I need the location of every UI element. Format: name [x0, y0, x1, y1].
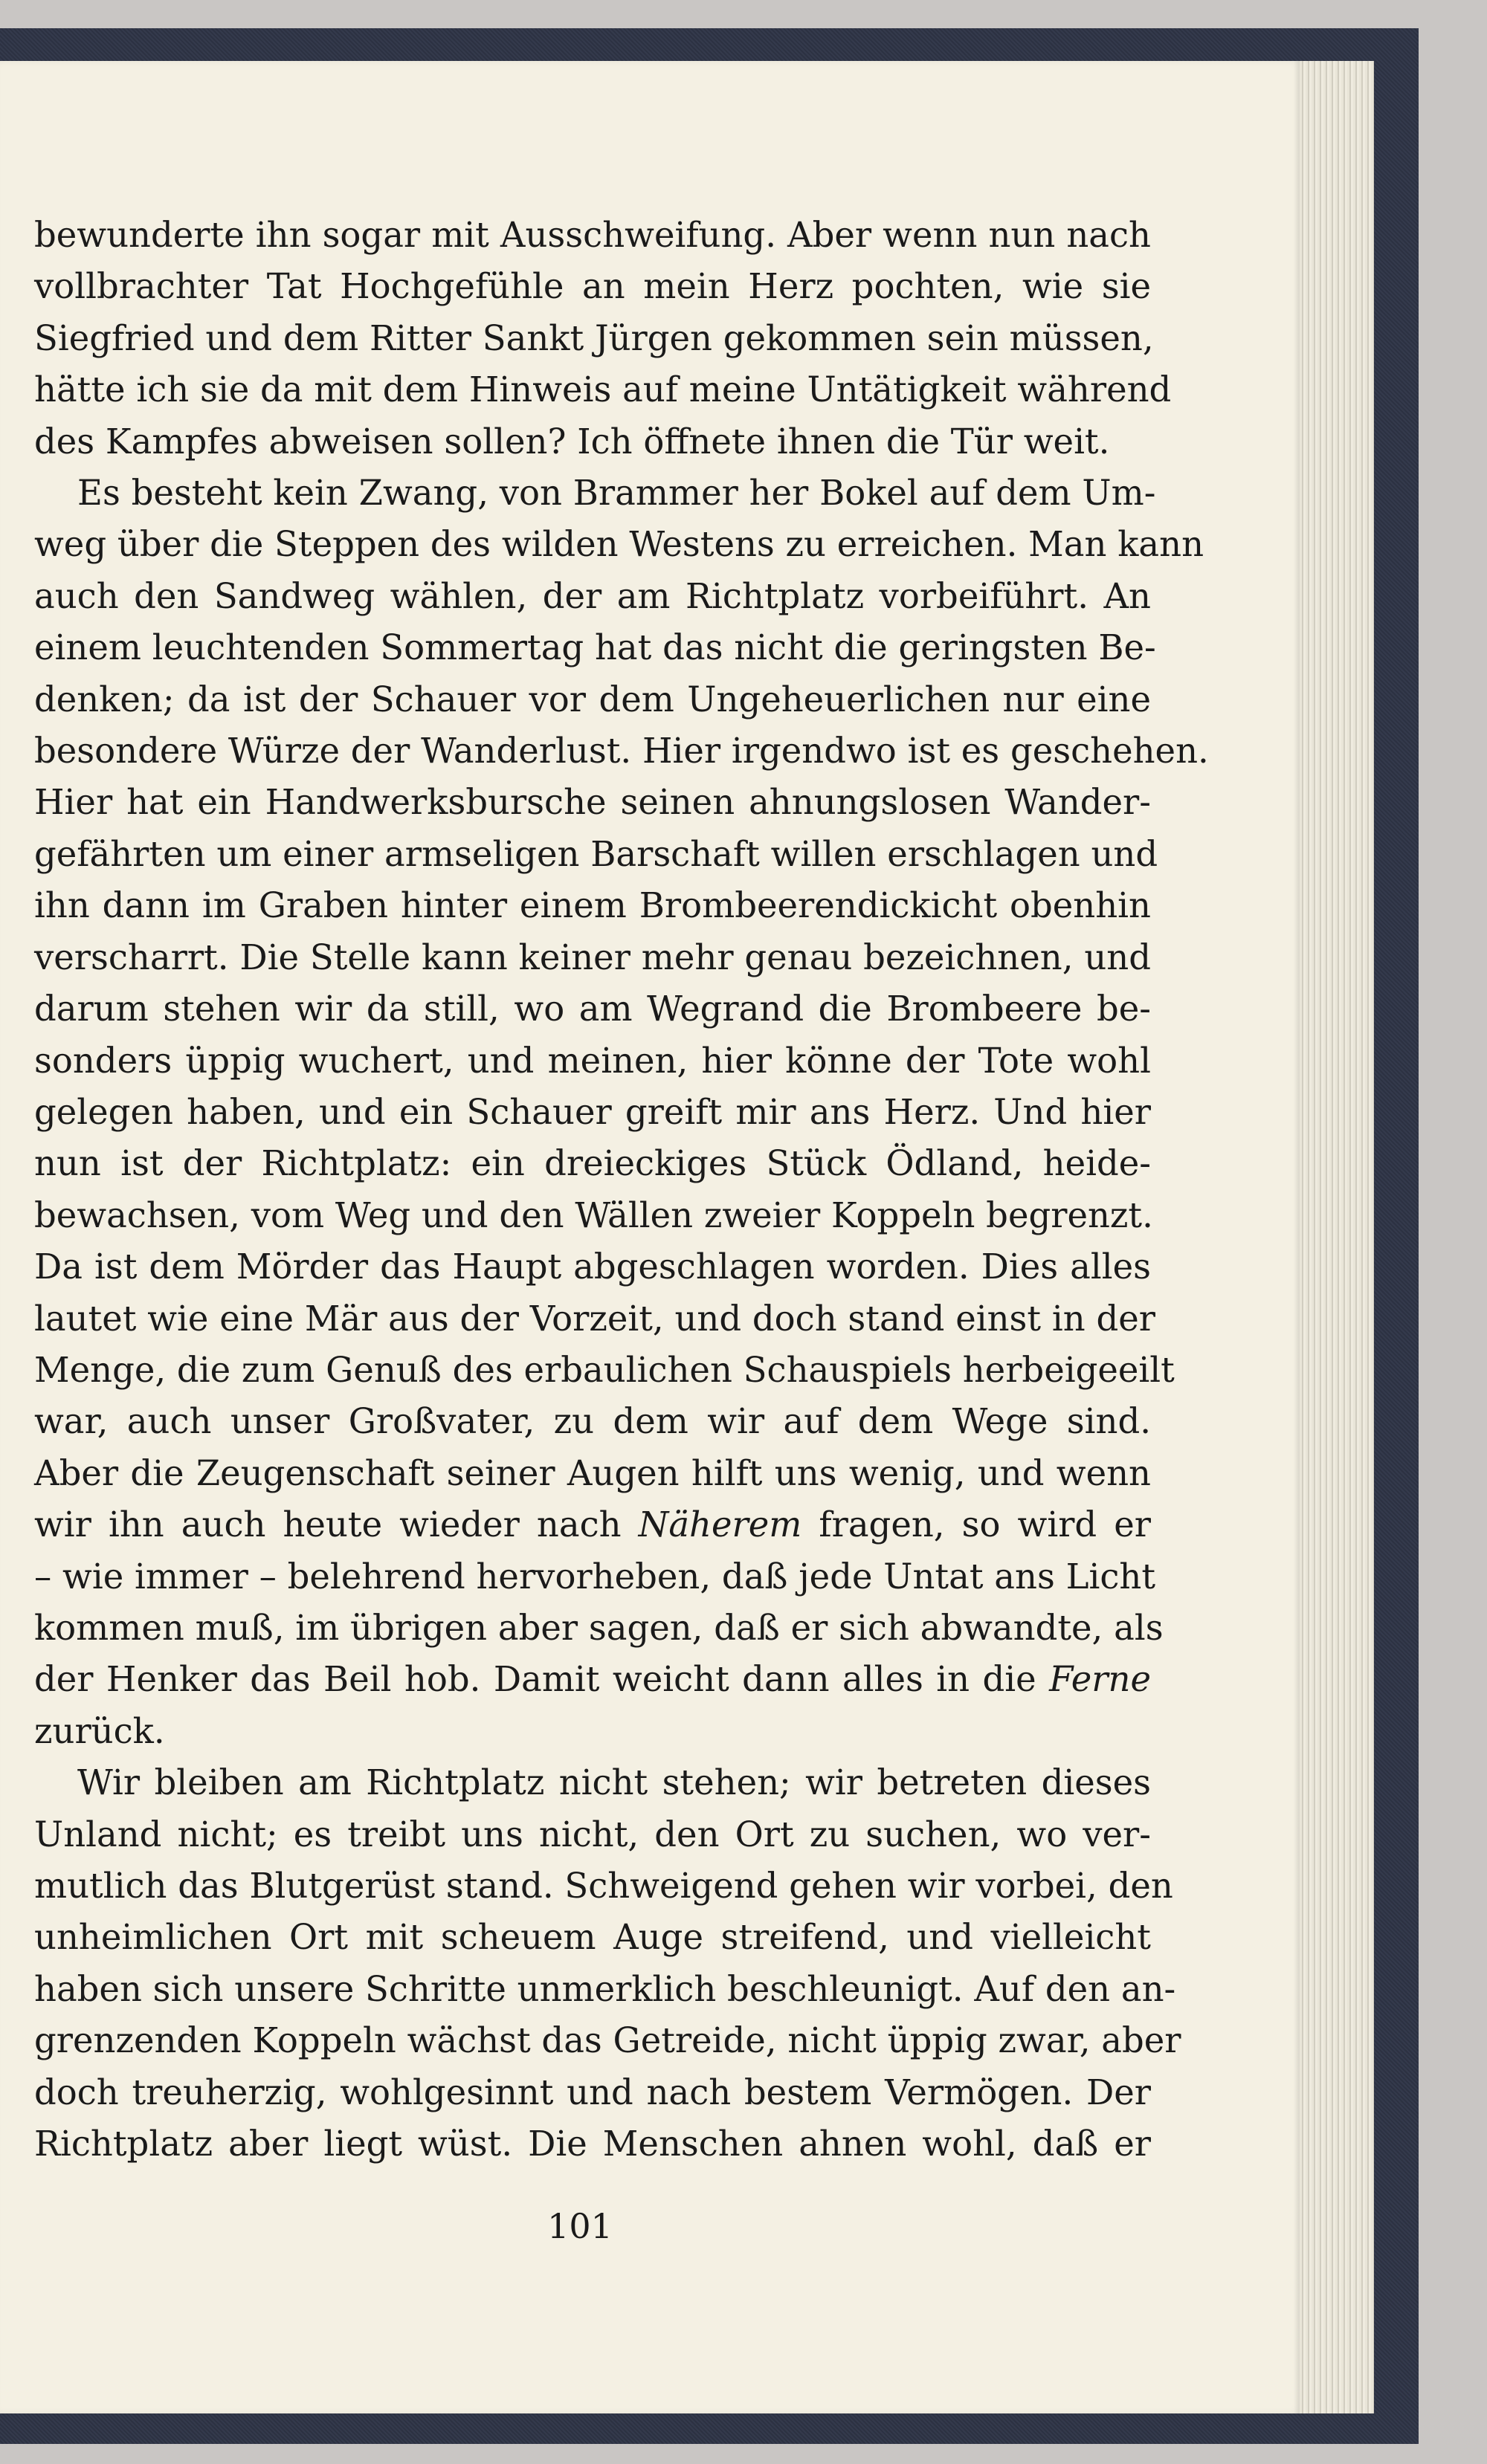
text-line: kommen muß, im übrigen aber sagen, daß er sich abwandte, als [34, 1607, 1164, 1648]
text-line: sonders üppig wuchert, und meinen, hier könne der Tote wohl [34, 1040, 1151, 1081]
text-line: haben sich unsere Schritte unmerklich beschleunigt. Auf den an- [34, 1968, 1176, 2009]
text-line: gelegen haben, und ein Schauer greift mir ans Herz. Und hier [34, 1091, 1151, 1132]
text-line: mutlich das Blutgerüst stand. Schweigend gehen wir vorbei, den [34, 1866, 1173, 1906]
text-line: unheimlichen Ort mit scheuem Auge streifend, und vielleicht [34, 1917, 1151, 1958]
text-line: ihn dann im Graben hinter einem Brombeerendickicht obenhin [34, 885, 1151, 926]
text-line: nun ist der Richtplatz: ein dreieckiges Stück Ödland, heide- [34, 1143, 1151, 1184]
body-text [34, 210, 1209, 2170]
text-line: Unland nicht; es treibt uns nicht, den Ort zu suchen, wo ver- [34, 1814, 1151, 1855]
text-line: denken; da ist der Schauer vor dem Ungeheuerlichen nur eine [34, 679, 1151, 720]
text-line: Da ist dem Mörder das Haupt abgeschlagen worden. Dies alles [34, 1246, 1151, 1287]
text-line: Wir bleiben am Richtplatz nicht stehen; wir betreten dieses [77, 1762, 1151, 1803]
text-line: einem leuchtenden Sommertag hat das nicht die geringsten Be- [34, 627, 1156, 668]
text-line: Richtplatz aber liegt wüst. Die Menschen ahnen wohl, daß er [34, 2124, 1151, 2164]
text-line: auch den Sandweg wählen, der am Richtplatz vorbeiführt. An [34, 575, 1151, 616]
text-line: gefährten um einer armseligen Barschaft willen erschlagen und [34, 833, 1158, 874]
text-line: verscharrt. Die Stelle kann keiner mehr genau bezeichnen, und [34, 937, 1151, 977]
text-line: lautet wie eine Mär aus der Vorzeit, und doch stand einst in der [34, 1298, 1155, 1339]
page-number: 101 [547, 2206, 613, 2246]
text-line: besondere Würze der Wanderlust. Hier irgendwo ist es geschehen. [34, 731, 1209, 772]
text-line: bewunderte ihn sogar mit Ausschweifung. Aber wenn nun nach [34, 215, 1151, 255]
text-line: darum stehen wir da still, wo am Wegrand die Brombeere be- [34, 989, 1151, 1029]
text-line: Hier hat ein Handwerksbursche seinen ahnungslosen Wander- [34, 782, 1151, 823]
text-line: wir ihn auch heute wieder nach Näherem fragen, so wird er [34, 1504, 1151, 1545]
text-line: war, auch unser Großvater, zu dem wir auf dem Wege sind. [34, 1401, 1151, 1442]
text-line: Es besteht kein Zwang, von Brammer her Bokel auf dem Um- [77, 473, 1156, 514]
text-line: hätte ich sie da mit dem Hinweis auf meine Untätigkeit während [34, 369, 1172, 410]
text-line: zurück. [34, 1710, 165, 1751]
text-line: Menge, die zum Genuß des erbaulichen Schauspiels herbeigeeilt [34, 1349, 1175, 1390]
text-line: Aber die Zeugenschaft seiner Augen hilft uns wenig, und wenn [34, 1452, 1151, 1493]
text-line: bewachsen, vom Weg und den Wällen zweier Koppeln begrenzt. [34, 1194, 1153, 1235]
text-line: vollbrachter Tat Hochgefühle an mein Herz pochten, wie sie [34, 266, 1151, 307]
text-line: – wie immer – belehrend hervorheben, daß jede Untat ans Licht [34, 1556, 1156, 1597]
text-line: der Henker das Beil hob. Damit weicht dann alles in die Ferne [34, 1659, 1151, 1700]
text-line: Siegfried und dem Ritter Sankt Jürgen gekommen sein müssen, [34, 317, 1154, 358]
text-line: doch treuherzig, wohlgesinnt und nach bestem Vermögen. Der [34, 2072, 1151, 2112]
text-line: weg über die Steppen des wilden Westens zu erreichen. Man kann [34, 524, 1204, 565]
text-line: des Kampfes abweisen sollen? Ich öffnete ihnen die Tür weit. [34, 421, 1110, 462]
text-line: grenzenden Koppeln wächst das Getreide, nicht üppig zwar, aber [34, 2020, 1181, 2061]
page-edges [1300, 61, 1374, 2413]
